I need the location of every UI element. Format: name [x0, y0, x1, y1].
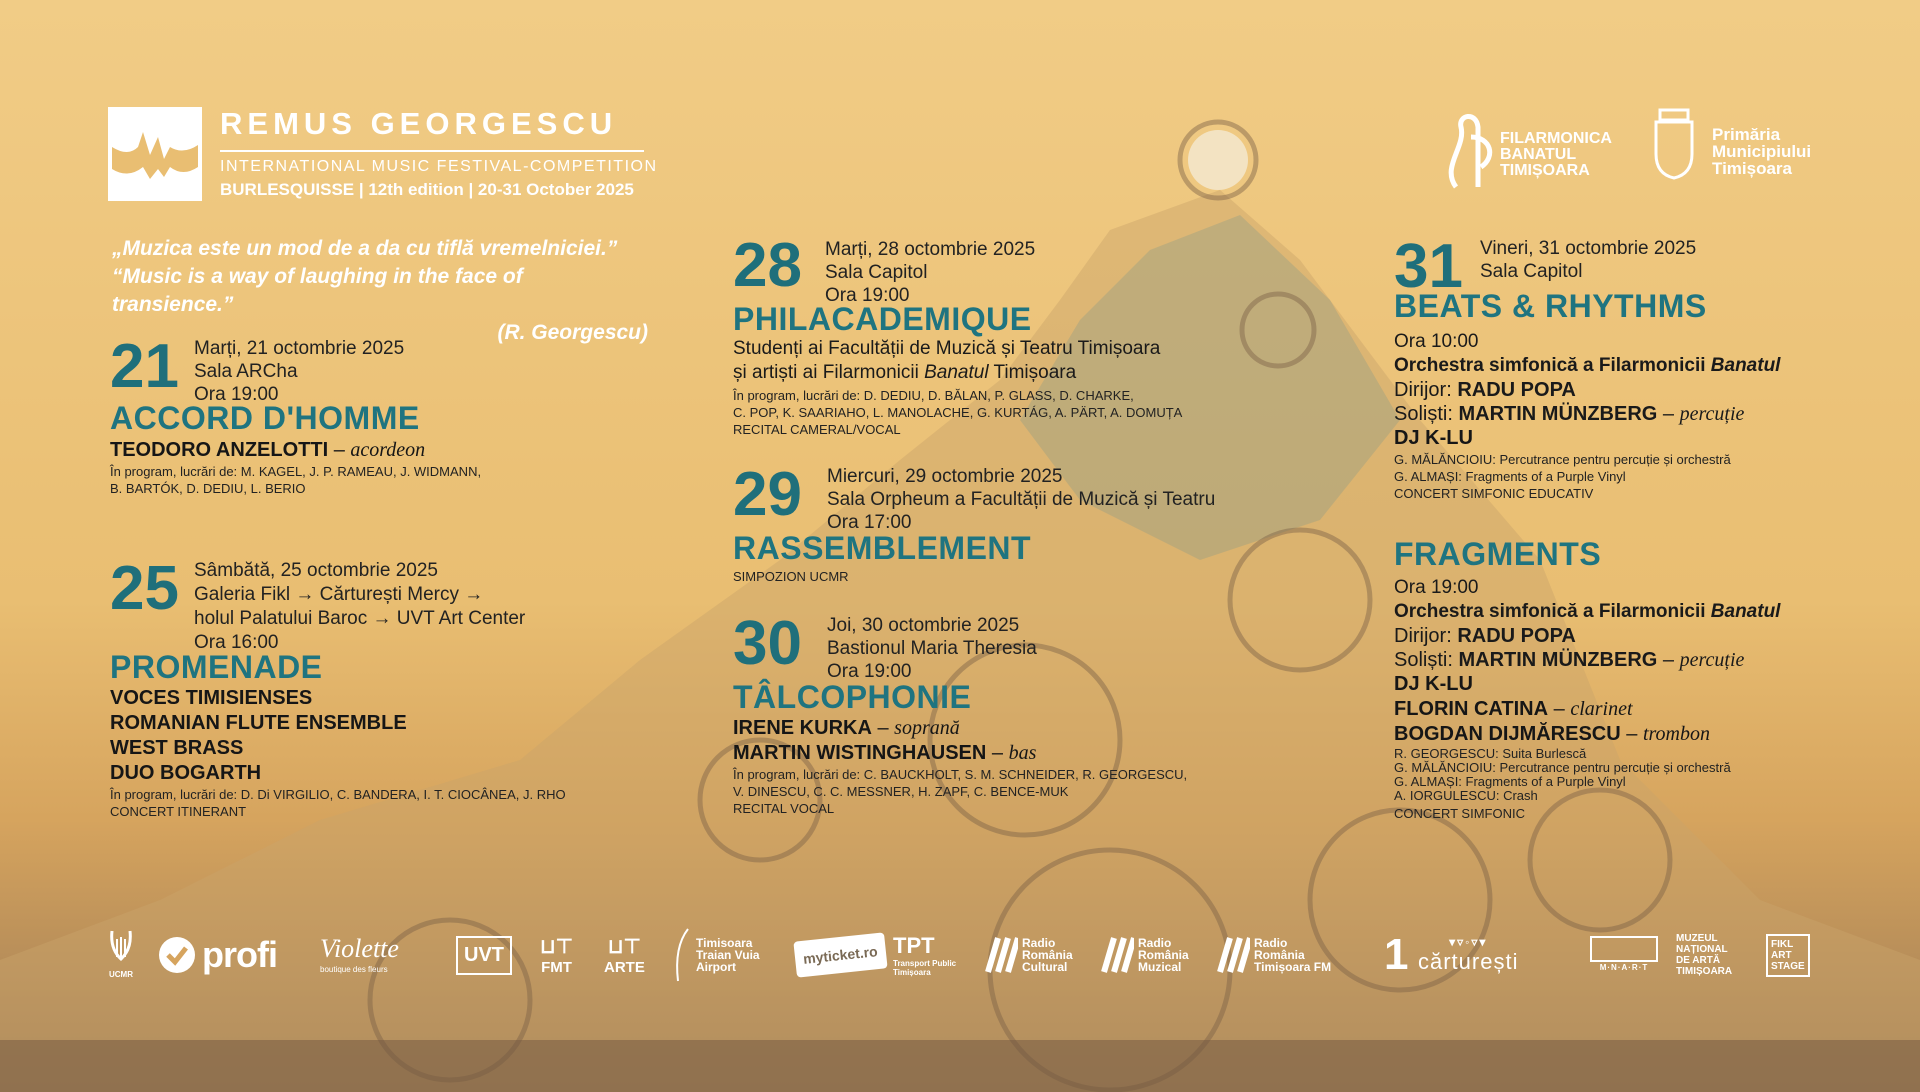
- program-line: G. MĂLĂNCIOIU: Percutrance pentru percuție și orchestră: [1394, 760, 1731, 775]
- event-time: Ora 19:00: [827, 661, 912, 682]
- performer-line: IRENE KURKA – soprană: [733, 717, 960, 739]
- event-title: FRAGMENTS: [1394, 536, 1602, 572]
- ucmr-lyre-icon: [108, 929, 134, 969]
- event-type: RECITAL VOCAL: [733, 801, 835, 816]
- event-day: 31: [1394, 232, 1463, 301]
- event-type: SIMPOZION UCMR: [733, 569, 849, 584]
- event-type: RECITAL CAMERAL/VOCAL: [733, 422, 901, 437]
- event-29: [733, 460, 1293, 584]
- event-venue: Sala ARCha: [194, 361, 298, 382]
- title-divider: [220, 150, 644, 152]
- program-line: În program, lucrări de: M. KAGEL, J. P. RAMEAU, J. WIDMANN,: [110, 464, 482, 479]
- program-line: C. POP, K. SAARIAHO, L. MANOLACHE, G. KURTÁG, A. PÄRT, A. DOMUȚA: [733, 405, 1183, 420]
- sponsor-ucmr: UCMR: [108, 925, 134, 985]
- festival-subtitle: INTERNATIONAL MUSIC FESTIVAL-COMPETITION: [220, 158, 658, 175]
- event-venue: Galeria Fikl → Cărturești Mercy →: [194, 584, 484, 605]
- event-title: ACCORD D'HOMME: [110, 400, 420, 436]
- sponsor-mnart: M·N·A·R·T: [1590, 925, 1658, 985]
- sponsor-radio-cultural: Radio România Cultural: [984, 925, 1073, 985]
- sponsor-bar: [0, 925, 1920, 1005]
- sponsor-fmt: ⊔⊤ FMT: [540, 936, 574, 976]
- sponsor-radio-timisoara: Radio România Timișoara FM: [1216, 925, 1331, 985]
- sponsor-arte: ⊔⊤ ARTE: [604, 936, 645, 976]
- event-venue: Sala Capitol: [825, 262, 928, 283]
- event-31-evening: [1394, 536, 1894, 826]
- program-line: În program, lucrări de: D. DEDIU, D. BĂLAN, P. GLASS, D. CHARKE,: [733, 388, 1134, 403]
- sponsor-airport: Timisoara Traian Vuia Airport: [672, 925, 760, 985]
- sponsor-myticket: myticket.ro: [795, 925, 886, 985]
- event-meta: [1480, 237, 1696, 283]
- event-title: BEATS & RHYTHMS: [1394, 288, 1707, 324]
- program-line: G. ALMAȘI: Fragments of a Purple Vinyl: [1394, 774, 1626, 789]
- event-30: [733, 609, 1293, 823]
- event-type: CONCERT SIMFONIC EDUCATIV: [1394, 486, 1594, 501]
- event-venue: holul Palatului Baroc → UVT Art Center: [194, 608, 526, 629]
- event-title: PROMENADE: [110, 649, 323, 685]
- festival-edition: BURLESQUISSE | 12th edition | 20-31 October 2025: [220, 180, 634, 199]
- radio-stripes-icon: [984, 936, 1018, 974]
- program-line: În program, lucrări de: D. Di VIRGILIO, C. BANDERA, I. T. CIOCÂNEA, J. RHO: [110, 787, 566, 802]
- sponsor-radio-muzical: Radio România Muzical: [1100, 925, 1189, 985]
- quote-block: [112, 235, 648, 347]
- event-meta: [827, 614, 1037, 683]
- sponsor-profi: profi: [158, 925, 277, 985]
- sponsor-fikl: FIKL ART STAGE: [1766, 925, 1810, 985]
- radio-stripes-icon: [1216, 936, 1250, 974]
- quote-author: (R. Georgescu): [497, 321, 648, 344]
- program-line: B. BARTÓK, D. DEDIU, L. BERIO: [110, 481, 306, 496]
- performer-line: VOCES TIMISIENSES: [110, 687, 313, 709]
- event-date: Joi, 30 octombrie 2025: [827, 615, 1020, 636]
- event-25: [110, 554, 670, 828]
- philharmonic-logo: [1436, 107, 1506, 197]
- orchestra-line: Orchestra simfonică a Filarmonicii Banatul: [1394, 601, 1781, 622]
- event-title: PHILACADEMIQUE: [733, 301, 1032, 337]
- event-date: Marți, 21 octombrie 2025: [194, 338, 405, 359]
- performer-line: TEODORO ANZELOTTI – acordeon: [110, 439, 426, 461]
- performer-line: MARTIN WISTINGHAUSEN – bas: [733, 742, 1037, 764]
- check-circle-icon: [158, 936, 196, 974]
- event-meta: [825, 238, 1035, 307]
- event-venue: Sala Capitol: [1480, 261, 1583, 282]
- sponsor-one: 1: [1384, 930, 1409, 979]
- orchestra-line: Orchestra simfonică a Filarmonicii Banatul: [1394, 355, 1781, 376]
- performer-line: FLORIN CATINA – clarinet: [1394, 698, 1633, 720]
- sponsor-tpt: TPT Transport Public Timișoara: [893, 933, 957, 977]
- performer-line: DJ K-LU: [1394, 673, 1473, 695]
- sponsor-uvt: UVT: [456, 925, 512, 985]
- event-time: Ora 17:00: [827, 512, 912, 533]
- event-day: 25: [110, 554, 179, 623]
- soloist-line: Soliști: MARTIN MÜNZBERG – percuție: [1394, 649, 1745, 671]
- program-line: V. DINESCU, C. C. MESSNER, H. ZAPF, C. BENCE-MUK: [733, 784, 1069, 799]
- program-line: G. MĂLĂNCIOIU: Percutrance pentru percuție și orchestră: [1394, 452, 1731, 467]
- performer-line: DUO BOGARTH: [110, 762, 262, 784]
- event-time: Ora 19:00: [1394, 577, 1479, 598]
- event-title: RASSEMBLEMENT: [733, 530, 1032, 566]
- event-28: [733, 231, 1293, 437]
- event-day: 21: [110, 332, 179, 401]
- soloist-line: Soliști: MARTIN MÜNZBERG – percuție: [1394, 403, 1745, 425]
- performer-line: WEST BRASS: [110, 737, 244, 759]
- city-hall-crest-icon: [1652, 108, 1696, 180]
- event-meta: [827, 465, 1215, 534]
- event-body: [733, 716, 1187, 817]
- sponsor-carturesti: ▾▿◦▿▾ cărturești: [1418, 935, 1519, 974]
- performer-line: Studenți ai Facultății de Muzică și Teatru Timișoara: [733, 338, 1161, 359]
- feather-icon: [672, 927, 692, 983]
- event-31: [1394, 232, 1894, 506]
- radio-stripes-icon: [1100, 936, 1134, 974]
- event-time: Ora 19:00: [194, 384, 279, 405]
- festival-title: REMUS GEORGESCU: [220, 106, 618, 141]
- event-time: Ora 10:00: [1394, 331, 1479, 352]
- event-venue: Sala Orpheum a Facultății de Muzică și Teatru: [827, 489, 1216, 510]
- program-line: R. GEORGESCU: Suita Burlescă: [1394, 746, 1587, 761]
- philharmonic-name: FILARMONICA BANATUL TIMIȘOARA: [1500, 130, 1612, 179]
- conductor-line: Dirijor: RADU POPA: [1394, 625, 1576, 647]
- event-day: 29: [733, 460, 802, 529]
- event-body: [733, 337, 1182, 438]
- performer-line: și artiști ai Filarmonicii Banatul Timișoara: [733, 362, 1077, 383]
- event-date: Vineri, 31 octombrie 2025: [1480, 238, 1697, 259]
- event-body: [1394, 576, 1780, 822]
- quote-en: “Music is a way of laughing in the face of transience.”: [112, 265, 523, 316]
- event-type: CONCERT ITINERANT: [110, 804, 247, 819]
- event-venue: Bastionul Maria Theresia: [827, 638, 1037, 659]
- sponsor-muzeu: MUZEUL NAȚIONAL DE ARTĂ TIMIȘOARA: [1676, 933, 1733, 977]
- event-time: Ora 19:00: [825, 285, 910, 306]
- conductor-line: Dirijor: RADU POPA: [1394, 379, 1576, 401]
- performer-line: BOGDAN DIJMĂRESCU – trombon: [1394, 723, 1710, 745]
- city-hall-name: Primăria Municipiului Timișoara: [1712, 125, 1812, 178]
- sponsor-violette: Violette boutique des fleurs: [320, 934, 399, 974]
- event-date: Marți, 28 octombrie 2025: [825, 239, 1036, 260]
- festival-logo: [108, 107, 202, 201]
- event-meta: [194, 337, 404, 406]
- event-body: [1394, 330, 1780, 502]
- event-meta: [194, 559, 525, 655]
- event-type: CONCERT SIMFONIC: [1394, 806, 1525, 821]
- event-date: Sâmbătă, 25 octombrie 2025: [194, 560, 438, 581]
- event-day: 30: [733, 609, 802, 678]
- program-line: G. ALMAȘI: Fragments of a Purple Vinyl: [1394, 469, 1626, 484]
- program-line: A. IORGULESCU: Crash: [1394, 788, 1538, 803]
- performer-line: DJ K-LU: [1394, 427, 1473, 449]
- event-time: Ora 16:00: [194, 632, 279, 653]
- quote-ro: „Muzica este un mod de a da cu tiflă vremelniciei.”: [112, 237, 618, 260]
- event-date: Miercuri, 29 octombrie 2025: [827, 466, 1063, 487]
- event-title: TÂLCOPHONIE: [733, 679, 972, 715]
- event-body: [110, 686, 566, 820]
- event-body: [110, 438, 481, 497]
- program-line: În program, lucrări de: C. BAUCKHOLT, S. M. SCHNEIDER, R. GEORGESCU,: [733, 767, 1188, 782]
- event-day: 28: [733, 231, 802, 300]
- performer-line: ROMANIAN FLUTE ENSEMBLE: [110, 712, 407, 734]
- event-body: [733, 568, 849, 585]
